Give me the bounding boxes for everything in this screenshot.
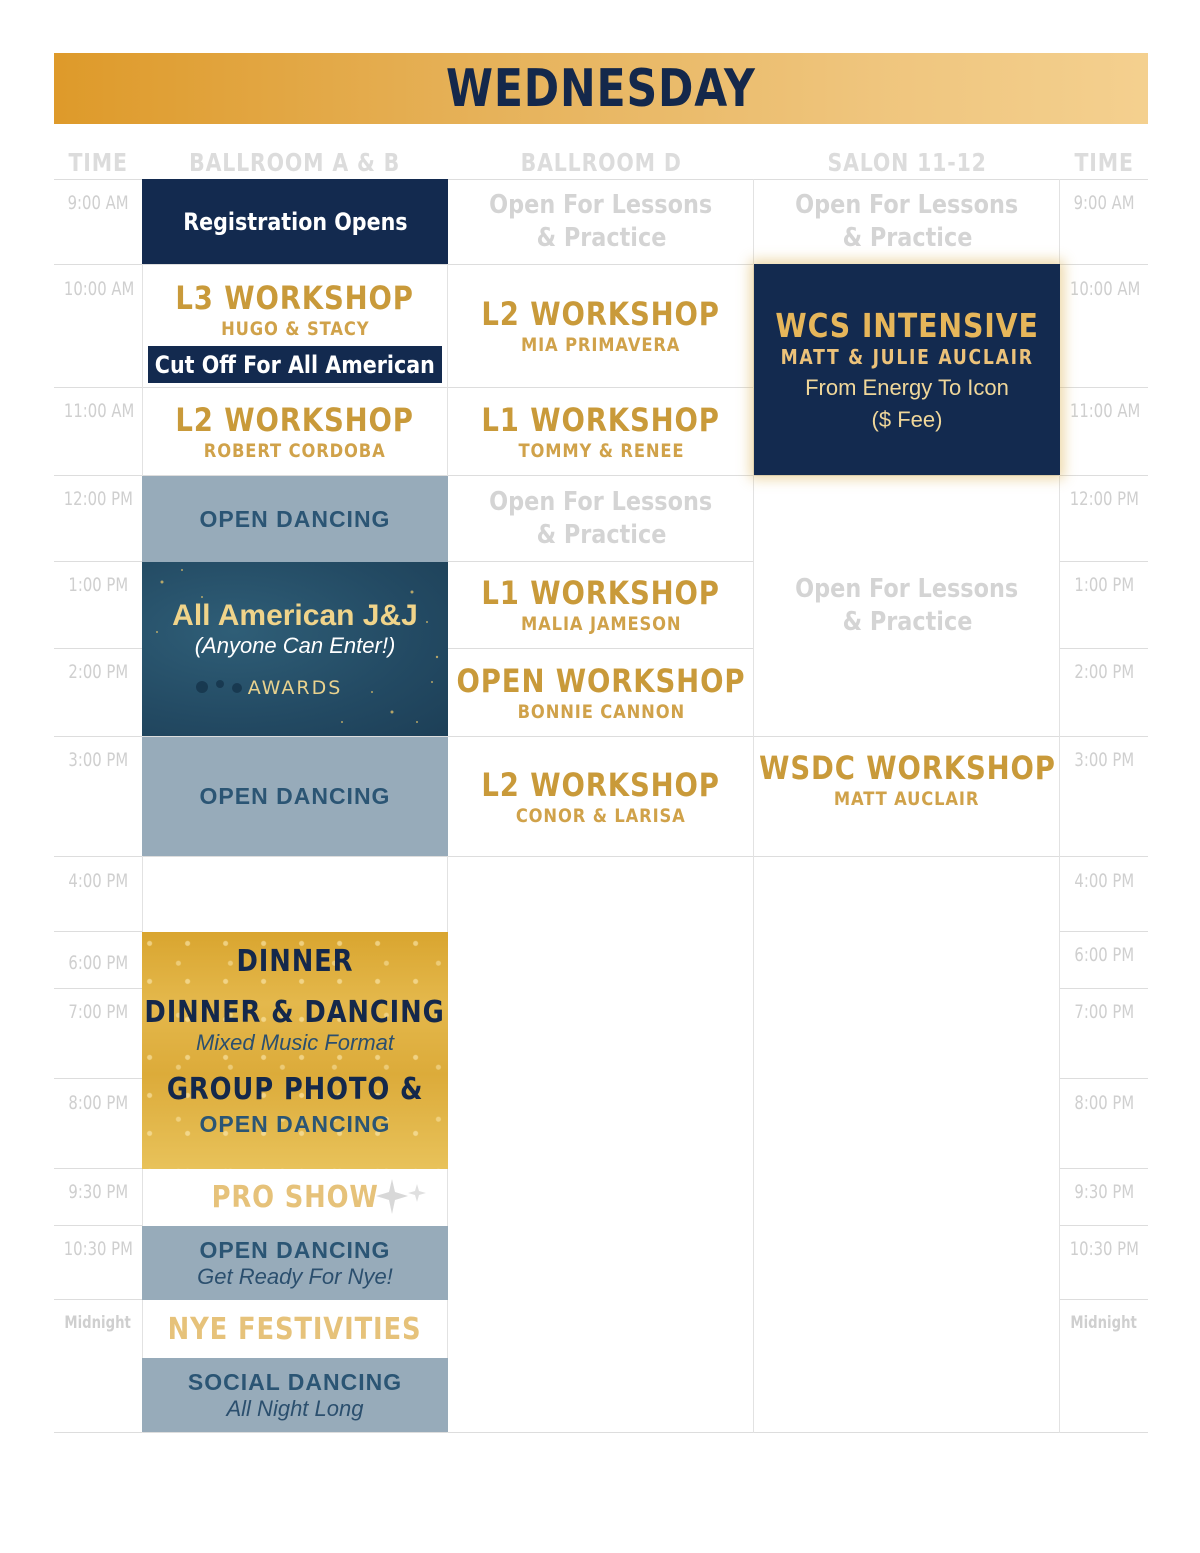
time-label: 4:00 PM (68, 870, 128, 892)
workshop-title: L1 WORKSHOP (481, 400, 721, 439)
open-for-lessons-block: Open For Lessons & Practice (795, 190, 1019, 253)
awards-label: AWARDS (247, 677, 343, 699)
time-label: 7:00 PM (68, 1001, 128, 1023)
time-label: 10:30 PM (63, 1238, 133, 1260)
workshop-title: L3 WORKSHOP (175, 279, 415, 317)
workshop-title: L1 WORKSHOP (481, 574, 721, 612)
open-for-lessons-block: Open For Lessons & Practice (489, 190, 713, 253)
workshop-title: L2 WORKSHOP (481, 765, 721, 804)
dinner-gold-block (142, 932, 448, 1169)
all-american-jj-block (142, 562, 448, 736)
grid-line (54, 1432, 1148, 1433)
grid-line (54, 1225, 142, 1226)
time-label: 10:00 AM (1069, 278, 1141, 300)
grid-line (1060, 1168, 1148, 1169)
sparkle-icon (372, 1174, 432, 1219)
time-label: 9:00 AM (1073, 192, 1135, 214)
l2-workshop-block (448, 265, 754, 387)
l1-workshop-block (448, 388, 754, 475)
grid-line (1060, 648, 1148, 649)
grid-line (54, 1168, 142, 1169)
grid-line (1060, 1225, 1148, 1226)
time-label: 1:00 PM (68, 574, 128, 596)
time-label: 3:00 PM (1074, 749, 1134, 771)
time-label: 9:30 PM (1074, 1181, 1134, 1203)
grid-line (1060, 1299, 1148, 1300)
workshop-instructors: HUGO & STACY (220, 318, 370, 340)
workshop-title: L2 WORKSHOP (175, 400, 415, 439)
grid-line (54, 988, 142, 989)
time-label: 10:30 PM (1069, 1238, 1139, 1260)
grid-line (1060, 931, 1148, 932)
l2-workshop-block (448, 737, 754, 856)
event-title: All American J&J (172, 599, 418, 632)
column-header-time-left: TIME (68, 147, 128, 177)
time-label: 8:00 PM (1074, 1092, 1134, 1114)
grid-line (1060, 561, 1148, 562)
time-label: 10:00 AM (63, 278, 135, 300)
workshop-title: WSDC WORKSHOP (758, 749, 1056, 787)
column-header-ballroom-ab: BALLROOM A & B (189, 147, 401, 177)
workshop-instructors: MIA PRIMAVERA (521, 334, 681, 356)
grid-line (1060, 387, 1148, 388)
grid-line (54, 856, 1148, 857)
wsdc-workshop-block (754, 737, 1060, 856)
group-photo-label: GROUP PHOTO & (166, 1072, 424, 1107)
grid-line (54, 1299, 142, 1300)
time-label: 11:00 AM (1069, 400, 1141, 422)
nye-festivities-block: NYE FESTIVITIES (168, 1311, 422, 1347)
time-label: 6:00 PM (1074, 944, 1134, 966)
time-label: 3:00 PM (68, 749, 128, 771)
pro-show-block: PRO SHOW (142, 1169, 448, 1226)
time-label: 11:00 AM (63, 400, 135, 422)
open-dancing-label: OPEN DANCING (199, 1111, 391, 1137)
time-label: 9:30 PM (68, 1181, 128, 1203)
day-header-banner (54, 53, 1148, 124)
dinner-label: DINNER (236, 944, 354, 979)
event-subtitle: (Anyone Can Enter!) (194, 633, 396, 658)
l1-workshop-block (448, 562, 754, 648)
open-dancing-block: OPEN DANCING (142, 476, 448, 562)
dinner-dancing-label: DINNER & DANCING (144, 995, 446, 1030)
event-instructors: MATT & JULIE AUCLAIR (780, 345, 1034, 369)
day-title: WEDNESDAY (446, 58, 756, 119)
workshop-instructors: MALIA JAMESON (520, 613, 682, 635)
time-label: 8:00 PM (68, 1092, 128, 1114)
time-label: 2:00 PM (1074, 661, 1134, 683)
time-label: 4:00 PM (1074, 870, 1134, 892)
open-for-lessons-block: Open For Lessons & Practice (489, 486, 713, 550)
open-dancing-nye-block: OPEN DANCING Get Ready For Nye! (142, 1226, 448, 1300)
time-label: 1:00 PM (1074, 574, 1134, 596)
workshop-title: OPEN WORKSHOP (456, 661, 746, 700)
cutoff-banner: Cut Off For All American (148, 346, 442, 383)
grid-line (1060, 1078, 1148, 1079)
l2-workshop-block (142, 388, 448, 475)
time-label: 6:00 PM (68, 952, 128, 974)
workshop-title: L2 WORKSHOP (481, 295, 721, 333)
column-header-ballroom-d: BALLROOM D (520, 147, 682, 177)
social-dancing-block: SOCIAL DANCING All Night Long (142, 1358, 448, 1432)
open-dancing-block: OPEN DANCING (142, 737, 448, 856)
workshop-instructors: TOMMY & RENEE (518, 439, 684, 462)
workshop-instructors: CONOR & LARISA (516, 804, 686, 827)
time-label: 2:00 PM (68, 661, 128, 683)
open-for-lessons-block: Open For Lessons & Practice (795, 574, 1019, 637)
time-label: 7:00 PM (1074, 1001, 1134, 1023)
event-description: From Energy To Icon (805, 375, 1009, 400)
mixed-music-label: Mixed Music Format (195, 1030, 395, 1055)
event-fee: ($ Fee) (871, 407, 943, 432)
time-label: 12:00 PM (63, 488, 133, 510)
workshop-instructors: MATT AUCLAIR (834, 788, 980, 810)
open-workshop-block (448, 649, 754, 736)
grid-line (1060, 988, 1148, 989)
time-label: 12:00 PM (1069, 488, 1139, 510)
registration-opens-block: Registration Opens (142, 179, 448, 264)
column-header-time-right: TIME (1074, 147, 1134, 177)
grid-line (54, 1078, 142, 1079)
time-label: 9:00 AM (67, 192, 129, 214)
time-label: Midnight (64, 1313, 132, 1333)
wcs-intensive-block (754, 264, 1060, 475)
workshop-instructors: ROBERT CORDOBA (204, 439, 386, 462)
column-header-salon: SALON 11-12 (827, 147, 987, 177)
time-label: Midnight (1070, 1313, 1138, 1333)
grid-line (54, 931, 142, 932)
event-title: WCS INTENSIVE (775, 306, 1039, 345)
workshop-instructors: BONNIE CANNON (517, 700, 685, 723)
